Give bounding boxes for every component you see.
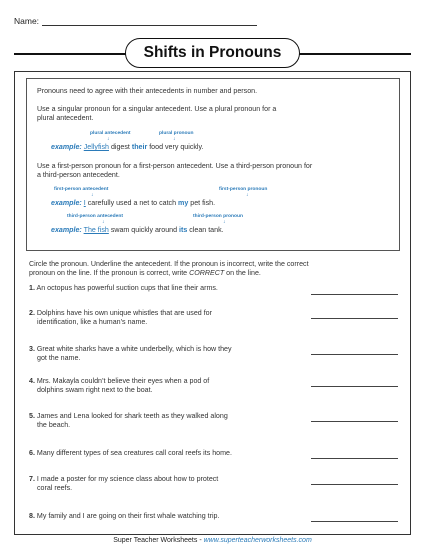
intro-paragraph-2b: plural antecedent. — [37, 114, 94, 122]
example-2-antecedent: I — [83, 199, 86, 207]
example-3 — [51, 226, 224, 235]
instructions-line-2: pronoun on the line. If the pronoun is correct, write CORRECT on the line. — [29, 269, 261, 277]
example-2-pronoun: my — [178, 199, 189, 207]
question-3: 3. Great white sharks have a white underbelly, which is how they got the name. — [29, 345, 232, 362]
page-title: Shifts in Pronouns — [143, 44, 282, 61]
answer-line-1[interactable] — [311, 294, 398, 295]
question-1: 1. An octopus has powerful suction cups that line their arms. — [29, 284, 218, 292]
footer-url[interactable]: www.superteacherworksheets.com — [203, 537, 312, 544]
answer-line-3[interactable] — [311, 354, 398, 355]
question-8: 8. My family and I are going on their first whale watching trip. — [29, 512, 220, 520]
title-banner — [125, 38, 300, 68]
instructions-emphasis: CORRECT — [189, 269, 225, 277]
question-4: 4. Mrs. Makayla couldn’t believe their eyes when a pod of dolphins swam right next to the boat. — [29, 377, 210, 394]
example-2-end: pet fish. — [188, 199, 216, 207]
example-1-pronoun-tag: plural pronoun — [159, 131, 194, 136]
example-1 — [51, 143, 203, 152]
example-label: example: — [51, 199, 82, 207]
intro-paragraph-3a: Use a first-person pronoun for a first-person antecedent. Use a third-person pronoun for — [37, 162, 313, 170]
example-1-pronoun: their — [131, 143, 148, 151]
example-2 — [51, 199, 215, 208]
name-label: Name: — [14, 16, 40, 26]
name-field — [14, 16, 257, 26]
example-label: example: — [51, 226, 82, 234]
example-3-end: clean tank. — [187, 226, 224, 234]
example-2-pronoun-tag: first-person pronoun — [219, 187, 268, 192]
example-1-pronoun-arrow: ↓ — [173, 136, 176, 142]
example-2-middle: carefully used a net to catch — [85, 199, 179, 207]
example-3-pronoun-tag: third-person pronoun — [193, 214, 243, 219]
footer: Super Teacher Worksheets - www.superteacherworksheets.com — [113, 537, 312, 544]
name-line[interactable] — [42, 17, 257, 26]
example-3-antecedent-tag: third-person antecedent — [67, 214, 123, 219]
example-3-pronoun-arrow: ↓ — [223, 219, 226, 225]
question-6: 6. Many different types of sea creatures call coral reefs its home. — [29, 449, 232, 457]
answer-line-4[interactable] — [311, 386, 398, 387]
example-1-antecedent-arrow: ↓ — [107, 136, 110, 142]
footer-brand: Super Teacher Worksheets — [113, 537, 198, 544]
example-1-antecedent: Jellyfish — [83, 143, 109, 151]
example-1-end: food very quickly. — [147, 143, 204, 151]
rules-box — [26, 78, 400, 251]
example-1-antecedent-tag: plural antecedent — [90, 131, 131, 136]
example-label: example: — [51, 143, 82, 151]
example-2-antecedent-tag: first-person antecedent — [54, 187, 109, 192]
question-7: 7. I made a poster for my science class about how to protect coral reefs. — [29, 475, 219, 492]
answer-line-7[interactable] — [311, 484, 398, 485]
answer-line-6[interactable] — [311, 458, 398, 459]
example-2-pronoun-arrow: ↓ — [246, 192, 249, 198]
worksheet-box — [14, 71, 411, 535]
instructions — [29, 260, 399, 278]
question-5: 5. James and Lena looked for shark teeth as they walked along the beach. — [29, 412, 228, 429]
intro-paragraph-3b: a third-person antecedent. — [37, 171, 120, 179]
example-3-pronoun: its — [179, 226, 188, 234]
example-1-middle: digest — [108, 143, 132, 151]
answer-line-5[interactable] — [311, 421, 398, 422]
instructions-line-1: Circle the pronoun. Underline the antecedent. If the pronoun is incorrect, write the correct — [29, 260, 309, 268]
intro-paragraph-2a: Use a singular pronoun for a singular antecedent. Use a plural pronoun for a — [37, 105, 277, 113]
question-2: 2. Dolphins have his own unique whistles that are used for identification, like a human’s name. — [29, 309, 212, 326]
answer-line-8[interactable] — [311, 521, 398, 522]
intro-paragraph-1: Pronouns need to agree with their antecedents in number and person. — [37, 87, 258, 95]
example-2-antecedent-arrow: ↓ — [91, 192, 94, 198]
example-3-middle: swam quickly around — [108, 226, 180, 234]
example-3-antecedent-arrow: ↓ — [102, 219, 105, 225]
answer-line-2[interactable] — [311, 318, 398, 319]
example-3-antecedent: The fish — [83, 226, 109, 234]
